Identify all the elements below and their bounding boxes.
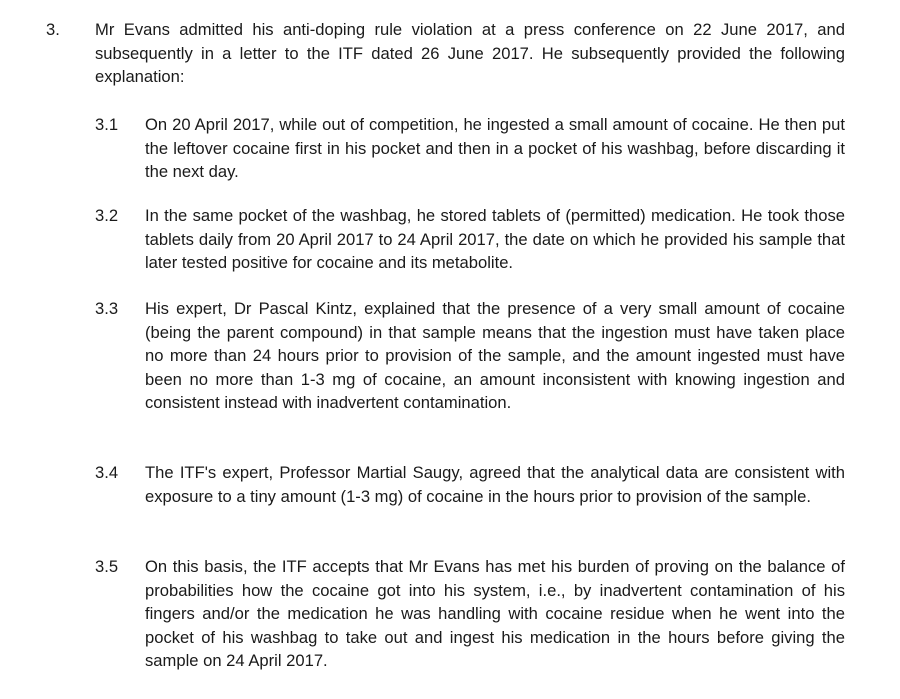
subparagraph-text: The ITF's expert, Professor Martial Saugy, agreed that the analytical data are consistent with exposure to a tiny amount (1-3 mg) of cocaine in the hours prior to provision of the sample. (145, 463, 845, 506)
subparagraph-number: 3.4 (95, 463, 119, 482)
subparagraph-number: 3.5 (95, 557, 119, 576)
paragraph-text: Mr Evans admitted his anti-doping rule violation at a press conference on 22 June 2017, and subsequently in a letter to the ITF dated 26 June 2017. He subsequently provided the following explanation: (95, 20, 845, 86)
subparagraph-text: His expert, Dr Pascal Kintz, explained that the presence of a very small amount of cocaine (being the parent compound) in that sample means that the ingestion must have taken place no more than 24 hours prior to provision of the sample, and the amount ingested must have been no more than 1-3 mg of cocaine, an amount inconsistent with knowing ingestion and consistent instead with inadvertent contamination. (145, 299, 845, 412)
subparagraph-text: In the same pocket of the washbag, he stored tablets of (permitted) medication. He took those tablets daily from 20 April 2017 to 24 April 2017, the date on which he provided his sample that later tested positive for cocaine and its metabolite. (145, 206, 845, 272)
subparagraph-text: On this basis, the ITF accepts that Mr Evans has met his burden of proving on the balance of probabilities how the cocaine got into his system, i.e., by inadvertent contamination of his fingers and/or the medication he was handling with cocaine residue when he went into the pocket of his washbag to take out and ingest his medication in the hours before giving the sample on 24 April 2017. (145, 557, 845, 670)
paragraph-number: 3. (46, 20, 60, 39)
subparagraph-number: 3.3 (95, 299, 119, 318)
subparagraph-number: 3.1 (95, 115, 119, 134)
subparagraph-number: 3.2 (95, 206, 119, 225)
subparagraph-text: On 20 April 2017, while out of competition, he ingested a small amount of cocaine. He then put the leftover cocaine first in his pocket and then in a pocket of his washbag, before discarding it the next day. (145, 115, 845, 181)
